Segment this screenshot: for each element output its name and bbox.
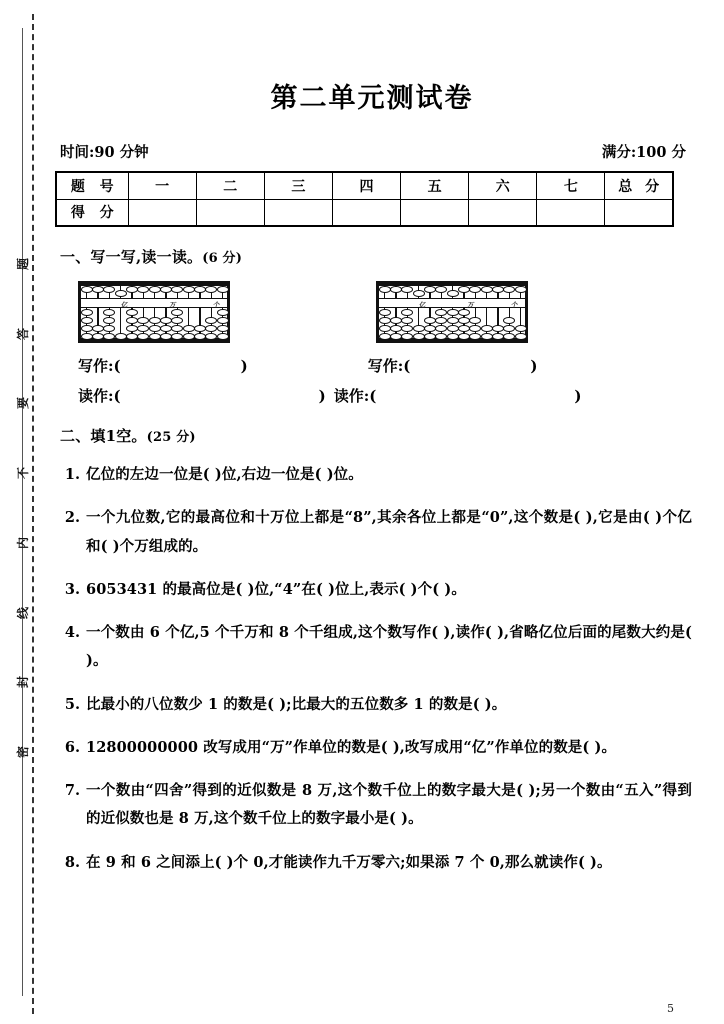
abacus-bead-lower: [469, 317, 481, 324]
score-cell[interactable]: [469, 199, 537, 226]
abacus-bead-lower: [171, 325, 183, 332]
abacus-bead-lower: [447, 333, 459, 340]
abacus-bead-lower: [126, 309, 138, 316]
abacus-bead-upper: [424, 286, 436, 293]
read-line-row: [78, 385, 692, 406]
question-number: 7.: [64, 782, 80, 800]
section-2-heading: [60, 425, 692, 446]
abacus-bead-lower: [503, 317, 515, 324]
seal-char: 题: [15, 257, 30, 271]
score-table: [55, 171, 674, 227]
question-number: 3.: [64, 580, 80, 598]
abacus-bead-lower: [217, 325, 229, 332]
abacus-bead-lower: [435, 309, 447, 316]
abacus-row: [52, 281, 692, 343]
read-label-1: 读作:(: [78, 387, 121, 405]
abacus-bead-lower: [217, 317, 229, 324]
question-text[interactable]: 12800000000 改写成用“万”作单位的数是( ),改写成用“亿”作单位的数是( )。: [86, 738, 617, 756]
abacus-bead-upper: [469, 286, 481, 293]
abacus-bead-upper: [149, 286, 161, 293]
abacus-bead-upper: [183, 286, 195, 293]
write-label-1: 写作:(: [78, 357, 121, 375]
abacus-bead-lower: [481, 333, 493, 340]
abacus-beam: [81, 298, 227, 308]
question-item: [60, 504, 692, 561]
abacus-bead-lower: [469, 325, 481, 332]
abacus-bead-lower: [515, 325, 527, 332]
question-number: 2.: [64, 509, 80, 527]
abacus-place-mark: 个: [212, 301, 220, 309]
abacus-bead-upper: [492, 286, 504, 293]
abacus-bead-lower: [103, 309, 115, 316]
score-col-total: 总 分: [605, 172, 673, 199]
question-item: [60, 619, 692, 676]
abacus-place-mark: 万: [168, 301, 176, 309]
abacus-bead-lower: [515, 333, 527, 340]
abacus-bead-upper: [160, 286, 172, 293]
abacus-bead-lower: [149, 317, 161, 324]
question-item: [60, 576, 692, 604]
question-number: 8.: [64, 853, 80, 871]
abacus-bead-lower: [379, 317, 391, 324]
question-text[interactable]: 一个九位数,它的最高位和十万位上都是“8”,其余各位上都是“0”,这个数是( ),它是由( )个亿和( )个万组成的。: [86, 509, 692, 555]
abacus-bead-upper: [217, 286, 229, 293]
abacus-bead-lower: [160, 317, 172, 324]
abacus-bead-lower: [447, 325, 459, 332]
abacus-bead-upper: [413, 290, 425, 297]
abacus-bead-upper: [81, 286, 93, 293]
abacus-place-mark: 万: [466, 301, 474, 309]
abacus-place-mark: 个: [510, 301, 518, 309]
abacus-figure-2: [376, 281, 528, 343]
abacus-bead-upper: [137, 286, 149, 293]
question-item: [60, 691, 692, 719]
question-item: [60, 461, 692, 489]
seal-char: 不: [15, 467, 30, 480]
table-row-question-numbers: [56, 172, 673, 199]
abacus-bead-upper: [390, 286, 402, 293]
score-cell[interactable]: [128, 199, 196, 226]
score-col-5: 五: [401, 172, 469, 199]
score-col-1: 一: [128, 172, 196, 199]
abacus-place-mark: 亿: [418, 301, 426, 309]
exam-total-label: 满分:100 分: [601, 144, 686, 161]
table-row-scores: [56, 199, 673, 226]
score-cell[interactable]: [332, 199, 400, 226]
abacus-bead-lower: [183, 325, 195, 332]
abacus-bead-lower: [401, 309, 413, 316]
abacus-bead-upper: [126, 286, 138, 293]
abacus-bead-lower: [205, 317, 217, 324]
score-col-6: 六: [469, 172, 537, 199]
seal-char: 答: [15, 327, 30, 340]
abacus-bead-lower: [503, 325, 515, 332]
abacus-bead-upper: [194, 286, 206, 293]
abacus-bead-lower: [126, 317, 138, 324]
abacus-bead-lower: [103, 317, 115, 324]
abacus-bead-lower: [458, 325, 470, 332]
abacus-bead-upper: [503, 286, 515, 293]
abacus-bead-lower: [435, 325, 447, 332]
section-1-points: (6 分): [202, 251, 243, 266]
score-cell[interactable]: [196, 199, 264, 226]
abacus-bead-lower: [458, 317, 470, 324]
question-number: 4.: [64, 624, 80, 642]
abacus-bead-lower: [149, 333, 161, 340]
abacus-bead-upper: [515, 286, 527, 293]
abacus-bead-lower: [401, 317, 413, 324]
score-table-row-label: 得 分: [56, 199, 128, 226]
section-2-points: (25 分): [146, 430, 196, 445]
write-close-2: ): [530, 357, 538, 375]
score-table-row-label: 题 号: [56, 172, 128, 199]
abacus-place-mark: 亿: [120, 301, 128, 309]
abacus-figure-1: [78, 281, 230, 343]
exam-meta: [52, 141, 692, 162]
score-col-7: 七: [537, 172, 605, 199]
abacus-bead-lower: [149, 325, 161, 332]
seal-char: 线: [15, 606, 30, 619]
abacus-bead-upper: [115, 290, 127, 297]
abacus-bead-upper: [205, 286, 217, 293]
abacus-bead-upper: [92, 286, 104, 293]
abacus-bead-lower: [137, 325, 149, 332]
write-line-row: [78, 355, 692, 376]
abacus-bead-lower: [447, 317, 459, 324]
abacus-bead-lower: [492, 325, 504, 332]
abacus-bead-upper: [481, 286, 493, 293]
abacus-bead-lower: [379, 309, 391, 316]
write-label-2: 写作:(: [367, 357, 411, 375]
section-1-heading: [60, 246, 692, 267]
write-close-1: ): [240, 357, 248, 375]
abacus-bead-lower: [413, 333, 425, 340]
abacus-bead-lower: [435, 317, 447, 324]
score-col-2: 二: [196, 172, 264, 199]
abacus-bead-lower: [92, 325, 104, 332]
abacus-beam: [379, 298, 525, 308]
score-cell[interactable]: [537, 199, 605, 226]
abacus-bead-lower: [81, 325, 93, 332]
question-list: [52, 461, 692, 877]
question-item: [60, 777, 692, 834]
abacus-bead-upper: [447, 290, 459, 297]
abacus-bead-lower: [458, 309, 470, 316]
question-text[interactable]: 一个数由 6 个亿,5 个千万和 8 个千组成,这个数写作( ),读作( ),省略亿位后面的尾数大约是( )。: [86, 624, 692, 670]
question-number: 1.: [64, 466, 80, 483]
section-1-title: 一、写一写,读一读。: [60, 248, 203, 266]
page-title: 第二单元测试卷: [270, 83, 474, 114]
score-col-3: 三: [264, 172, 332, 199]
abacus-bead-upper: [103, 286, 115, 293]
question-number: 6.: [64, 738, 80, 756]
abacus-bead-lower: [81, 309, 93, 316]
question-text[interactable]: 一个数由“四舍”得到的近似数是 8 万,这个数千位上的数字最大是( );另一个数由“五入”得到的近似数也是 8 万,这个数千位上的数字最小是( )。: [86, 782, 692, 828]
abacus-bead-lower: [137, 317, 149, 324]
seal-char: 封: [15, 676, 30, 689]
abacus-bead-lower: [390, 317, 402, 324]
abacus-bead-lower: [194, 325, 206, 332]
read-close-2: ): [574, 387, 582, 405]
abacus-bead-lower: [390, 325, 402, 332]
abacus-bead-lower: [126, 325, 138, 332]
abacus-bead-lower: [379, 325, 391, 332]
question-item: [60, 734, 692, 762]
abacus-bead-lower: [424, 325, 436, 332]
abacus-bead-lower: [103, 325, 115, 332]
abacus-bead-lower: [447, 309, 459, 316]
abacus-bead-lower: [160, 325, 172, 332]
question-item: [60, 849, 692, 877]
question-text[interactable]: 比最小的八位数少 1 的数是( );比最大的五位数多 1 的数是( )。: [86, 695, 507, 713]
score-cell-total[interactable]: [605, 199, 673, 226]
seal-line-vertical-text: [13, 258, 33, 758]
seal-char: 密: [15, 745, 30, 758]
abacus-bead-lower: [424, 317, 436, 324]
abacus-bead-lower: [481, 325, 493, 332]
abacus-bead-upper: [401, 286, 413, 293]
abacus-bead-upper: [379, 286, 391, 293]
abacus-bead-lower: [171, 309, 183, 316]
exam-time-label: 时间:90 分钟: [60, 144, 149, 161]
read-close-1: ): [318, 387, 326, 405]
abacus-bead-lower: [217, 309, 229, 316]
abacus-bead-upper: [171, 286, 183, 293]
score-cell[interactable]: [264, 199, 332, 226]
read-label-2: 读作:(: [333, 387, 377, 405]
score-col-4: 四: [332, 172, 400, 199]
abacus-bead-lower: [183, 333, 195, 340]
abacus-bead-upper: [435, 286, 447, 293]
abacus-bead-lower: [401, 325, 413, 332]
abacus-bead-upper: [458, 286, 470, 293]
abacus-bead-lower: [413, 325, 425, 332]
abacus-bead-lower: [217, 333, 229, 340]
section-2-title: 二、填1空。: [60, 427, 147, 445]
exam-page: [52, 0, 692, 1024]
question-number: 5.: [64, 695, 80, 713]
abacus-bead-lower: [205, 325, 217, 332]
question-text[interactable]: 6053431 的最高位是( )位,“4”在( )位上,表示( )个( )。: [86, 580, 466, 598]
page-number: 5: [667, 1002, 674, 1015]
abacus-bead-lower: [81, 317, 93, 324]
score-cell[interactable]: [401, 199, 469, 226]
write-read-block: [52, 355, 692, 406]
seal-char: 内: [15, 536, 30, 549]
question-text[interactable]: 亿位的左边一位是( )位,右边一位是( )位。: [86, 466, 363, 483]
abacus-bead-lower: [171, 317, 183, 324]
abacus-bead-lower: [81, 333, 93, 340]
abacus-bead-lower: [115, 333, 127, 340]
question-text[interactable]: 在 9 和 6 之间添上( )个 0,才能读作九千万零六;如果添 7 个 0,那么就读作( )。: [86, 853, 612, 871]
abacus-bead-lower: [379, 333, 391, 340]
seal-char: 要: [15, 397, 30, 410]
